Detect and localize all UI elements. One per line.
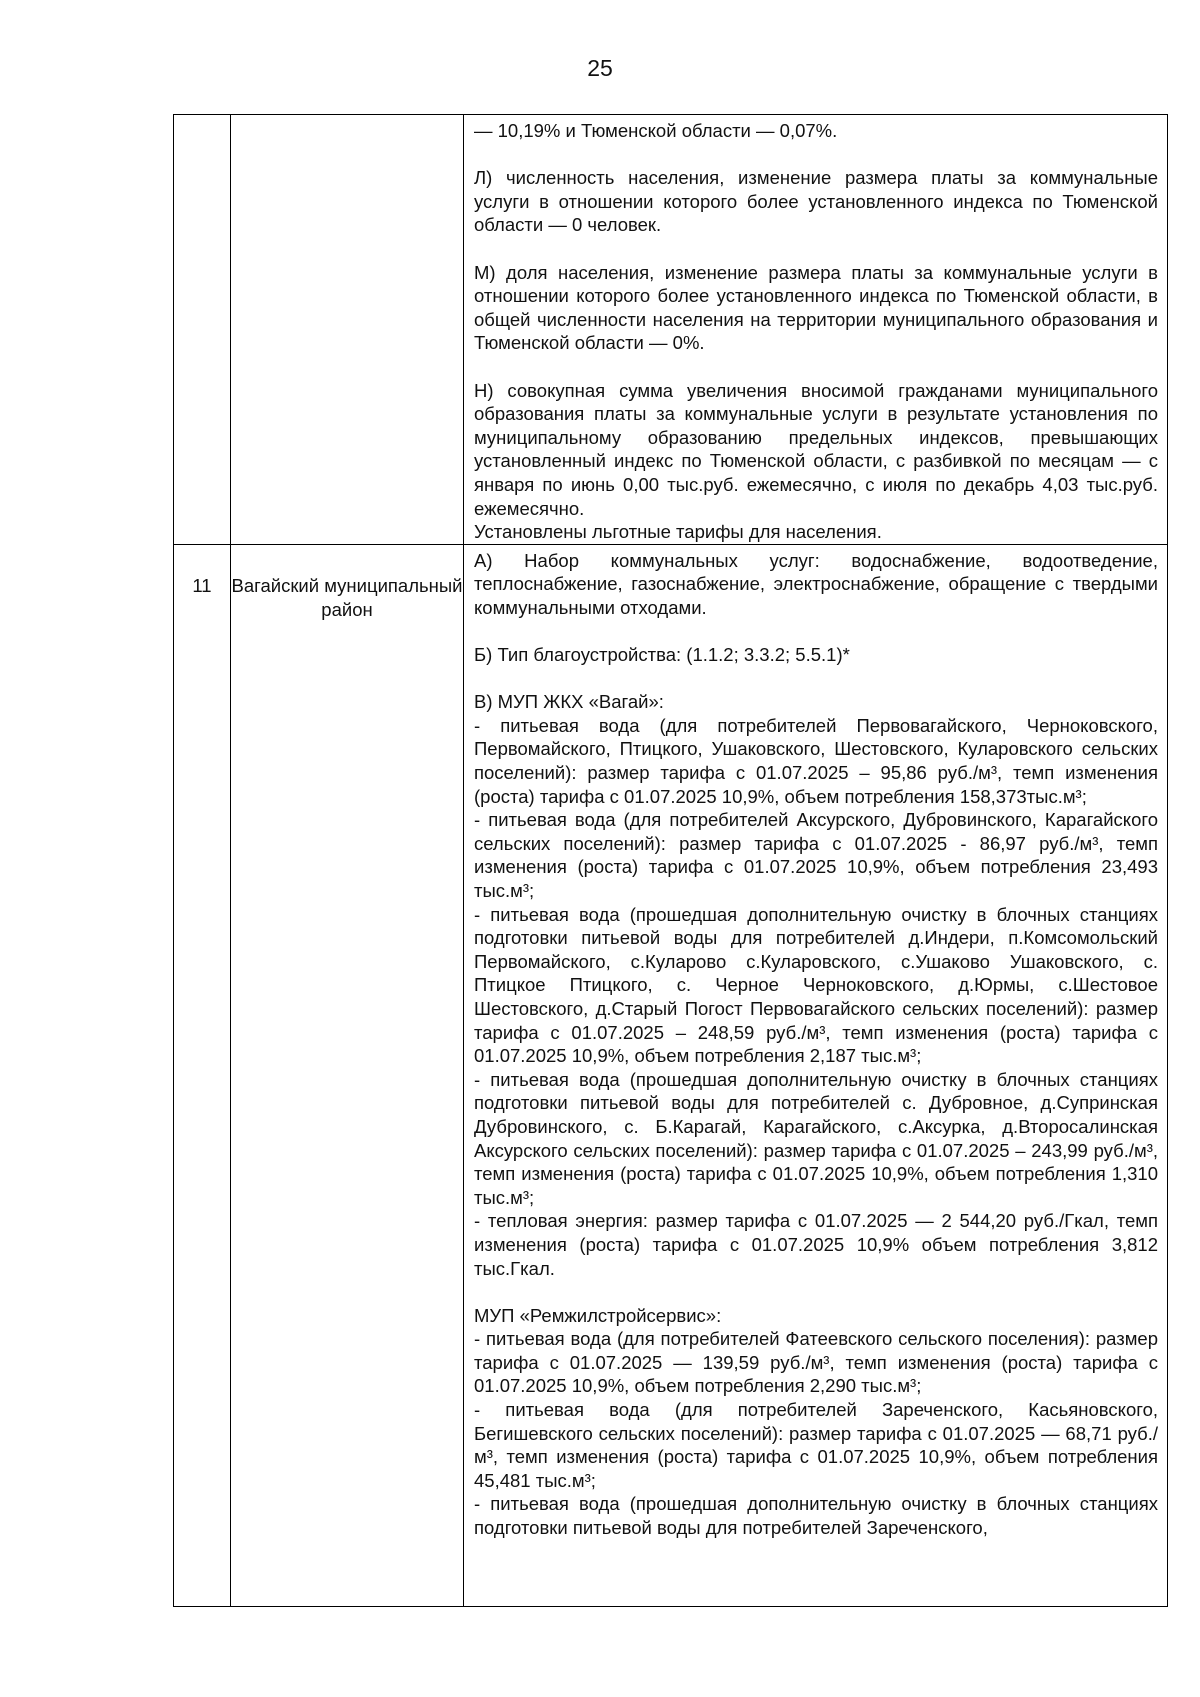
- paragraph: - питьевая вода (для потребителей Фатеевского сельского поселения): размер тарифа с 01.07.2025 — 139,59 руб./м³, темп изменения (роста) тарифа с 01.07.2025 10,9%, объем потребления 2,290 тыс.м³;: [474, 1328, 1158, 1397]
- paragraph: МУП «Ремжилстройсервис»:: [474, 1304, 722, 1326]
- paragraph: - питьевая вода (для потребителей Зареченского, Касьяновского, Бегишевского сельских поселений): размер тарифа с 01.07.2025 — 68,71 руб./м³, темп изменения (роста) тарифа с 01.07.2025 10,9%, объем потребления 45,481 тыс.м³;: [474, 1399, 1158, 1491]
- paragraph: Н) совокупная сумма увеличения вносимой гражданами муниципального образования платы за коммунальные услуги в результате установления по муниципальному образованию предельных индексов, превышающих установленный индекс по Тюменской области, с разбивкой по месяцам — с января по июнь 0,00 тыс.руб. ежемесячно, с июля по декабрь 4,03 тыс.руб. ежемесячно.: [474, 379, 1158, 519]
- paragraph-spacer: [474, 143, 1158, 167]
- tariff-table: [173, 114, 1168, 1607]
- cell-number-empty: [174, 115, 231, 545]
- paragraph: Установлены льготные тарифы для населения.: [474, 521, 882, 543]
- paragraph-spacer: [474, 1280, 1158, 1304]
- paragraph: М) доля населения, изменение размера платы за коммунальные услуги в отношении которого более установленного индекса по Тюменской области, в общей численности населения на территории муниципального образования и Тюменской области — 0%.: [474, 261, 1158, 354]
- paragraph: - тепловая энергия: размер тарифа с 01.07.2025 — 2 544,20 руб./Гкал, темп изменения (роста) тарифа с 01.07.2025 10,9% объем потребления 3,812 тыс.Гкал.: [474, 1210, 1158, 1279]
- paragraph: Б) Тип благоустройства: (1.1.2; 3.3.2; 5.5.1)*: [474, 644, 850, 666]
- paragraph: А) Набор коммунальных услуг: водоснабжение, водоотведение, теплоснабжение, газоснабжение, электроснабжение, обращение с твердыми коммунальными отходами.: [474, 549, 1158, 618]
- row-number: 11: [174, 544, 231, 1606]
- paragraph-spacer: [474, 619, 1158, 643]
- page-number: 25: [587, 55, 613, 81]
- cell-description: [464, 115, 1168, 545]
- table-row-previous: [174, 115, 1168, 545]
- paragraph-spacer: [474, 667, 1158, 691]
- municipality-name: Вагайский муниципальный район: [231, 544, 464, 1606]
- paragraph-spacer: [474, 355, 1158, 379]
- paragraph: - питьевая вода (прошедшая дополнительную очистку в блочных станциях подготовки питьевой воды для потребителей д.Индери, п.Комсомольский Первомайского, с.Куларово с.Куларовского, с.Ушаково Ушаковского, с. Птицкое Птицкого, с. Черное Черноковского, д.Юрмы, с.Шестовое Шестовского, д.Старый Погост Первовагайского сельских поселений): размер тарифа с 01.07.2025 – 248,59 руб./м³, темп изменения (роста) тарифа с 01.07.2025 10,9%, объем потребления 2,187 тыс.м³;: [474, 903, 1158, 1067]
- paragraph: - питьевая вода (для потребителей Аксурского, Дубровинского, Карагайского сельских поселений): размер тарифа с 01.07.2025 - 86,97 руб./м³, темп изменения (роста) тарифа с 01.07.2025 10,9%, объем потребления 23,493 тыс.м³;: [474, 809, 1158, 901]
- paragraph: — 10,19% и Тюменской области — 0,07%.: [474, 120, 838, 141]
- cell-description: [464, 544, 1168, 1606]
- paragraph: Л) численность населения, изменение размера платы за коммунальные услуги в отношении которого более установленного индекса по Тюменской области — 0 человек.: [474, 167, 1158, 236]
- paragraph: - питьевая вода (прошедшая дополнительную очистку в блочных станциях подготовки питьевой воды для потребителей с. Дубровное, д.Супринская Дубровинского, с. Б.Карагай, Карагайского, с.Аксурка, д.Второсалинская Аксурского сельских поселений): размер тарифа с 01.07.2025 – 243,99 руб./м³, темп изменения (роста) тарифа с 01.07.2025 10,9%, объем потребления 1,310 тыс.м³;: [474, 1068, 1158, 1208]
- cell-name-empty: [231, 115, 464, 545]
- paragraph-spacer: [474, 237, 1158, 261]
- table-row-11: [174, 544, 1168, 1606]
- paragraph: В) МУП ЖКХ «Вагай»:: [474, 691, 664, 713]
- paragraph: - питьевая вода (прошедшая дополнительную очистку в блочных станциях подготовки питьевой воды для потребителей Зареченского,: [474, 1493, 1158, 1539]
- paragraph: - питьевая вода (для потребителей Первовагайского, Черноковского, Первомайского, Птицкого, Ушаковского, Шестовского, Куларовского сельских поселений): размер тарифа с 01.07.2025 – 95,86 руб./м³, темп изменения (роста) тарифа с 01.07.2025 10,9%, объем потребления 158,373тыс.м³;: [474, 714, 1158, 807]
